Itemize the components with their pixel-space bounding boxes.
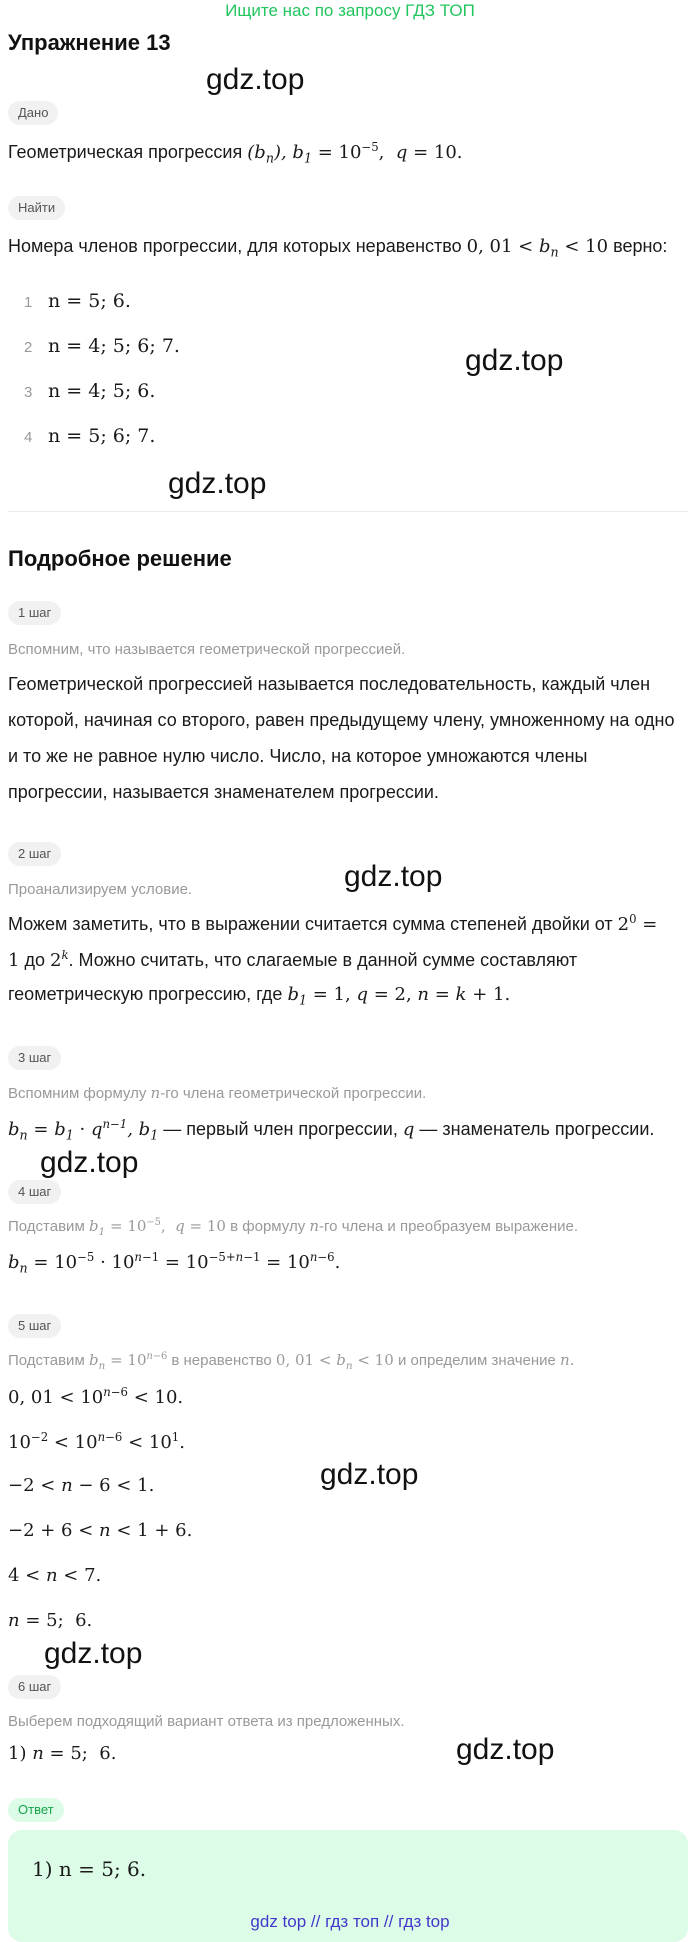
option-value[interactable]: n = 5; 6. bbox=[48, 290, 131, 312]
step-text: геометрическую прогрессию, где $b_1 = 1$, q = 2, n = k + 1. bbox=[8, 984, 511, 1008]
step-hint: Вспомним формулу n-го члена геометрической прогрессии. bbox=[8, 1084, 427, 1102]
watermark: gdz.top bbox=[344, 860, 443, 893]
step-badge: 1 шаг bbox=[8, 601, 61, 625]
watermark: gdz.top bbox=[465, 344, 564, 377]
option-number: 3 bbox=[24, 384, 33, 401]
find-text: Номера членов прогрессии, для которых неравенство 0, $01 < b_n < 10$ верно: bbox=[8, 236, 668, 260]
step-formula: $b_n = 10^{-5} \cdot 10^{n-1} = 10^{-5+n-1} = 10^{n-6}$. bbox=[8, 1250, 341, 1276]
step-text: Геометрической прогрессией называется последовательность, каждый член которой, начиная со второго, равен предыдущему члену, умноженному на одно и то же не равное нулю число. Число, на которое умножаются члены прогрессии, называется знаменателем прогрессии. bbox=[8, 674, 675, 802]
inequality-line: 0, $01 < 10^{n-6} < 10$. bbox=[8, 1385, 184, 1408]
given-text bbox=[8, 140, 463, 166]
step-result: 1) n = 5; 6. bbox=[8, 1743, 117, 1764]
page-title: Упражнение 13 bbox=[8, 30, 171, 55]
step-badge: 6 шаг bbox=[8, 1675, 61, 1699]
inequality-line: 4 < n < 7. bbox=[8, 1565, 102, 1586]
inequality-line: −2 < n − 6 < 1. bbox=[8, 1475, 155, 1496]
step-text: Можем заметить, что в выражении считается сумма степеней двойки от $2^0$ = bbox=[8, 912, 658, 935]
step-badge: 2 шаг bbox=[8, 842, 61, 866]
watermark: gdz.top bbox=[40, 1146, 139, 1179]
inequality-line: −2 + 6 < n < 1 + 6. bbox=[8, 1520, 193, 1541]
nth-term-formula: $b_n = b_1 \cdot q^{n-1}$, $b_1$ bbox=[8, 1117, 159, 1143]
option-number: 1 bbox=[24, 294, 33, 311]
watermark: gdz.top bbox=[168, 467, 267, 500]
step-badge: 3 шаг bbox=[8, 1046, 61, 1070]
step-hint: Подставим $b_n = 10^{n-6}$ в неравенство 0, $01 < b_n < 10$ и определим значение n. bbox=[8, 1351, 575, 1372]
answer-badge: Ответ bbox=[8, 1798, 64, 1822]
step-badge: 4 шаг bbox=[8, 1180, 61, 1204]
answer-value: 1) n = 5; 6. bbox=[32, 1857, 147, 1881]
watermark: gdz.top bbox=[456, 1733, 555, 1766]
find-inequality: 0, $01 < b_n < 10$ bbox=[466, 236, 609, 260]
step-hint: Проанализируем условие. bbox=[8, 881, 193, 898]
step-hint: Выберем подходящий вариант ответа из предложенных. bbox=[8, 1713, 405, 1730]
option-number: 4 bbox=[24, 429, 33, 446]
watermark: gdz.top bbox=[44, 1637, 143, 1670]
option-value[interactable]: n = 4; 5; 6. bbox=[48, 380, 156, 402]
option-value[interactable]: n = 5; 6; 7. bbox=[48, 425, 156, 447]
watermark: gdz.top bbox=[320, 1458, 419, 1491]
inequality-line: $10^{-2} < 10^{n-6} < 10^1$. bbox=[8, 1430, 185, 1453]
top-banner: Ищите нас по запросу ГДЗ ТОП bbox=[225, 1, 475, 20]
solution-title: Подробное решение bbox=[8, 546, 232, 571]
watermark: gdz.top bbox=[206, 63, 305, 96]
section-divider bbox=[8, 511, 688, 512]
given-badge: Дано bbox=[8, 101, 58, 125]
given-formula: $(b_n)$, $b_1 = 10^{-5}$, q = 10. bbox=[247, 140, 463, 166]
option-number: 2 bbox=[24, 339, 33, 356]
find-badge: Найти bbox=[8, 196, 65, 220]
given-label: Геометрическая прогрессия bbox=[8, 142, 243, 162]
step-hint: Подставим $b_1 = 10^{-5}$, q = 10 в формулу n-го члена и преобразуем выражение. bbox=[8, 1217, 579, 1238]
step-text: 1 до 2$^k$. Можно считать, что слагаемые в данной сумме составляют bbox=[8, 948, 578, 971]
inequality-line: n = 5; 6. bbox=[8, 1610, 93, 1631]
step-text: $b_n = b_1 \cdot q^{n-1}$, $b_1$ — первый член прогрессии, q — знаменатель прогрессии. bbox=[8, 1117, 655, 1143]
step-hint: Вспомним, что называется геометрической прогрессией. bbox=[8, 641, 406, 658]
footer-links[interactable]: gdz top // гдз топ // гдз top bbox=[250, 1912, 450, 1931]
option-value[interactable]: n = 4; 5; 6; 7. bbox=[48, 335, 180, 357]
step-badge: 5 шаг bbox=[8, 1314, 61, 1338]
